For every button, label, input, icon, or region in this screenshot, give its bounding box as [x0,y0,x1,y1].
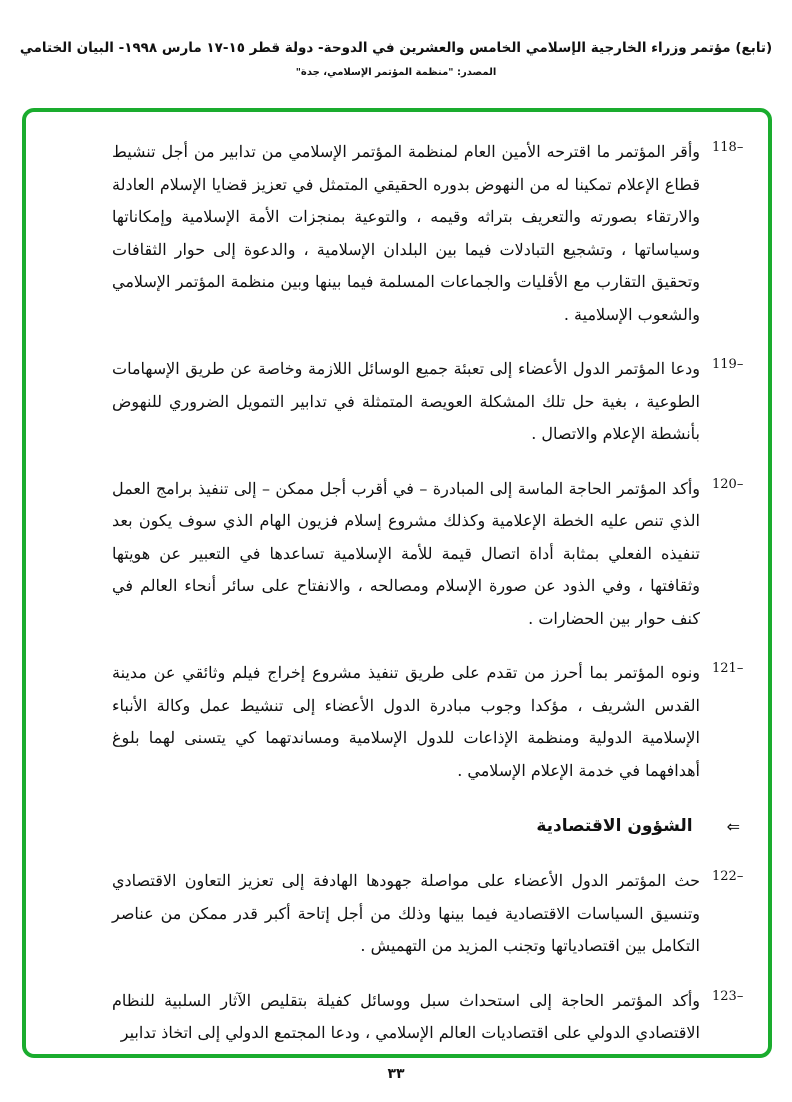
paragraph-number: 119– [712,357,744,372]
paragraph-number: 122– [712,869,744,884]
paragraph-123 [112,985,744,1050]
paragraph-number: 121– [712,661,744,676]
page-number: ٣٣ [387,1066,405,1082]
paragraph-text: وأكد المؤتمر الحاجة الماسة إلى المبادرة – في أقرب أجل ممكن – إلى تنفيذ برامج العمل الذي تنص عليه الخطة الإعلامية وكذلك مشروع إسلام فزيون الهام الذي سوف يكون بعد تنفيذه الفعلي بمثابة أداة اتصال قيمة للأمة الإسلامية تساعدها في التعبير عن هويتها وثقافتها ، وفي الذود عن صورة الإسلام ومصالحه ، والانفتاح على سائر أنحاء العالم في كنف حوار بين الحضارات . [112,478,700,628]
paragraph-122 [112,865,744,963]
paragraph-121 [112,657,744,787]
paragraph-text: وأقر المؤتمر ما اقترحه الأمين العام لمنظمة المؤتمر الإسلامي من تدابير من أجل تنشيط قطاع الإعلام تمكينا له من النهوض بدوره الحقيقي المتمثل في تعزيز قضايا الإسلام العادلة والارتقاء بصورته والتعريف بتراثه وقيمه ، والتوعية بمنجزات الأمة الإسلامية وإمكاناتها وسياساتها ، وتشجيع التبادلات فيما بين البلدان الإسلامية ، والدعوة إلى حوار الثقافات وتحقيق التقارب مع الأقليات والجماعات المسلمة فيما بينها وبين منظمة المؤتمر الإسلامي والشعوب الإسلامية . [112,142,701,324]
document-title: (تابع) مؤتمر وزراء الخارجية الإسلامي الخامس والعشرين في الدوحة- دولة قطر ١٥-١٧ مارس ١٩٩٨- البيان الختامي [19,40,773,56]
arrow-left-icon: ⇐ [726,816,740,836]
section-heading-economic-affairs [112,809,740,843]
paragraph-119 [112,353,744,451]
paragraph-text: وأكد المؤتمر الحاجة إلى استحداث سبل ووسائل كفيلة بتقليص الآثار السلبية للنظام الاقتصادي الدولي على اقتصاديات العالم الإسلامي ، ودعا المجتمع الدولي إلى اتخاذ تدابير [112,990,700,1042]
paragraph-text: حث المؤتمر الدول الأعضاء على مواصلة جهودها الهادفة إلى تعزيز التعاون الاقتصادي وتنسيق السياسات الاقتصادية فيما بينها وذلك من أجل إتاحة أكبر قدر ممكن من عناصر التكامل بين اقتصادياتها وتجنب المزيد من التهميش . [112,871,700,955]
document-header [0,38,792,81]
section-title: الشؤون الاقتصادية [536,816,693,836]
paragraph-number: 120– [712,476,744,492]
document-body [112,136,744,1072]
paragraph-number: 123– [712,988,744,1004]
paragraph-number: 118– [712,140,744,155]
paragraph-text: ونوه المؤتمر بما أحرز من تقدم على طريق تنفيذ مشروع إخراج فيلم وثائقي عن مدينة القدس الشريف ، مؤكدا وجوب مبادرة الدول الأعضاء إلى تنشيط عمل وكالة الأنباء الإسلامية الدولية ومنظمة الإذاعات للدول الإسلامية ومساندتهما كي يتسنى لهما بلوغ أهدافهما في خدمة الإعلام الإسلامي . [112,663,700,780]
paragraph-text: ودعا المؤتمر الدول الأعضاء إلى تعبئة جميع الوسائل اللازمة وخاصة عن طريق الإسهامات الطوعية ، بغية حل تلك المشكلة العويصة المتمثلة في تدابير التمويل الضروري للنهوض بأنشطة الإعلام والاتصال . [112,359,700,443]
document-source: المصدر: "منظمة المؤتمر الإسلامي، جدة" [295,67,497,78]
paragraph-118 [112,136,744,331]
paragraph-120 [112,473,744,636]
